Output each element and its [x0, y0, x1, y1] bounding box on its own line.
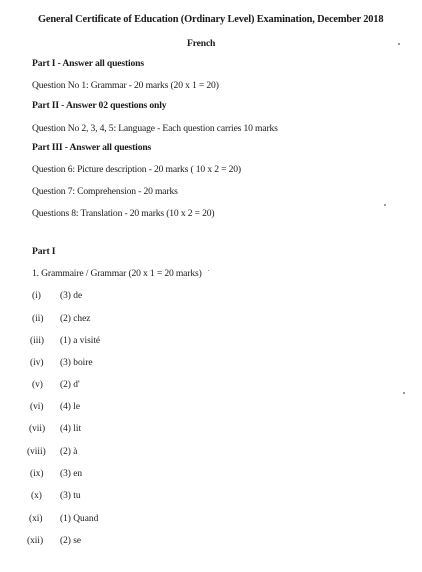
answer-value: (3) en: [60, 469, 83, 479]
answer-number: (v): [32, 380, 43, 390]
part3-line-q8: Questions 8: Translation - 20 marks (10 x 2 = 20): [32, 208, 215, 219]
answer-number: (ii): [32, 314, 44, 324]
answer-number: (ix): [30, 469, 44, 479]
part2-line: Question No 2, 3, 4, 5: Language - Each question carries 10 marks: [32, 123, 278, 134]
answer-number: (vi): [30, 402, 44, 412]
answers-heading: Part I: [32, 246, 56, 257]
answer-value: (2) à: [60, 447, 78, 457]
answer-number: (iii): [30, 336, 45, 346]
scan-speck: [398, 43, 400, 45]
scan-speck: [384, 204, 386, 206]
answer-value: (3) boire: [60, 358, 93, 368]
part3-line-q7: Question 7: Comprehension - 20 marks: [32, 186, 178, 197]
part3-heading: Part III - Answer all questions: [32, 142, 152, 153]
answer-value: (4) le: [60, 402, 81, 412]
answer-value: (2) se: [60, 536, 82, 546]
answer-number: (iv): [30, 358, 44, 368]
subject-title: French: [187, 38, 216, 49]
answer-value: (1) Quand: [60, 514, 99, 524]
answer-value: (4) lit: [60, 424, 82, 434]
grammar-question-title: 1. Grammaire / Grammar (20 x 1 = 20 marks): [32, 268, 202, 279]
scan-speck: [208, 270, 209, 271]
answer-value: (3) tu: [60, 491, 81, 501]
answer-number: (xii): [27, 536, 44, 546]
answer-number: (x): [31, 491, 42, 501]
answer-value: (2) chez: [60, 314, 91, 324]
part1-heading: Part I - Answer all questions: [32, 58, 144, 69]
answer-number: (xi): [29, 514, 43, 524]
answer-value: (2) d': [60, 380, 80, 390]
part1-line: Question No 1: Grammar - 20 marks (20 x 1 = 20): [32, 80, 219, 91]
answer-number: (i): [32, 291, 41, 301]
answer-value: (1) a visité: [60, 336, 101, 346]
answer-number: (viii): [27, 447, 46, 457]
part2-heading: Part II - Answer 02 questions only: [32, 100, 167, 111]
exam-title: General Certificate of Education (Ordinary Level) Examination, December 2018: [38, 14, 384, 25]
scan-speck: [403, 392, 405, 394]
answer-value: (3) de: [60, 291, 83, 301]
part3-line-q6: Question 6: Picture description - 20 marks ( 10 x 2 = 20): [32, 164, 241, 175]
answer-number: (vii): [29, 424, 46, 434]
